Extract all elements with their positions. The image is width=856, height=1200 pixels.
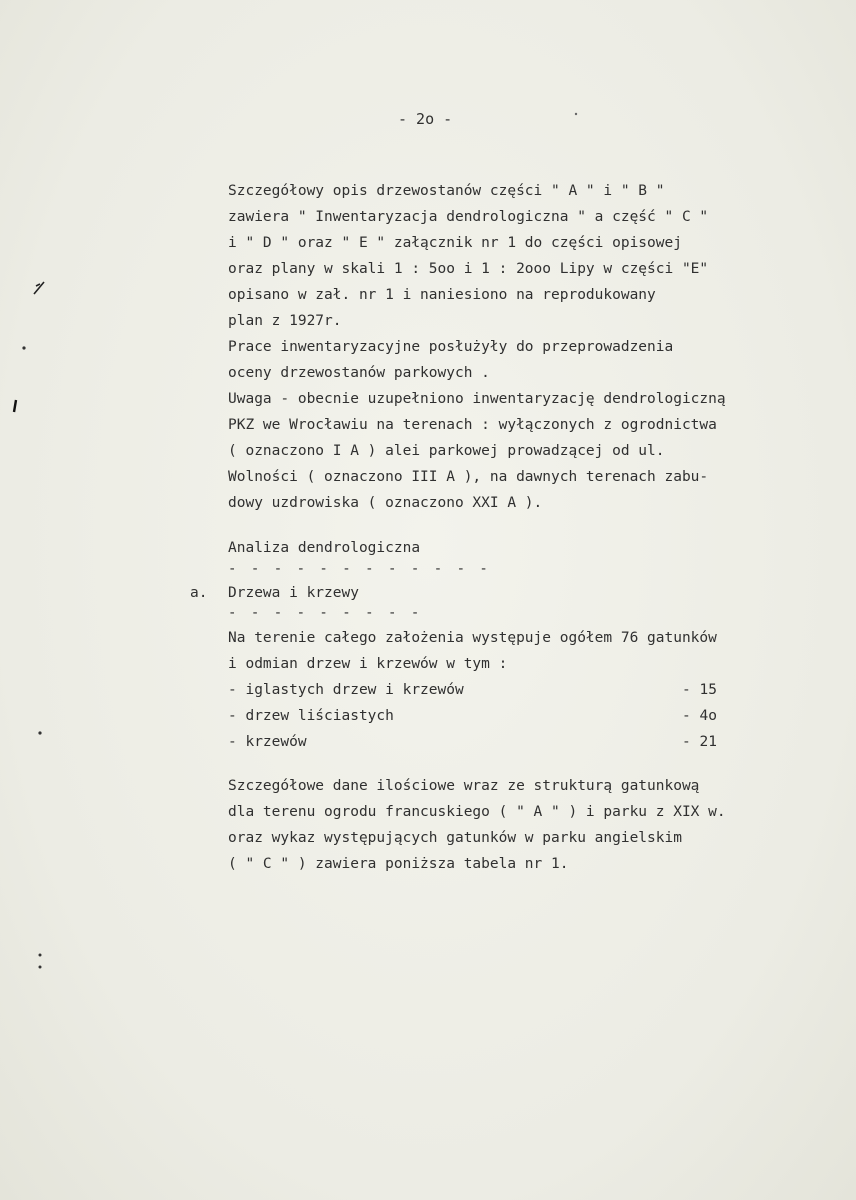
paragraph-3-line: ( " C " ) zawiera poniższa tabela nr 1. [228, 856, 569, 872]
paragraph-3-line: dla terenu ogrodu francuskiego ( " A " ) i parku z XIX w. [228, 804, 726, 820]
paragraph-1-line: oceny drzewostanów parkowych . [228, 365, 490, 381]
paragraph-2-line: Na terenie całego założenia występuje ogółem 76 gatunków [228, 630, 717, 646]
paragraph-2-line: i odmian drzew i krzewów w tym : [228, 656, 508, 672]
species-list-item-value: - 21 [682, 734, 717, 750]
paragraph-1-line: oraz plany w skali 1 : 5oo i 1 : 2ooo Lipy w części "E" [228, 261, 709, 277]
paragraph-1-line: Szczegółowy opis drzewostanów części " A " i " B " [228, 183, 665, 199]
margin-dot-mark [36, 728, 46, 738]
species-list-item-value: - 4o [682, 708, 717, 724]
species-list-item-value: - 15 [682, 682, 717, 698]
page-number: - 2o - [398, 110, 453, 128]
paragraph-1-line: ( oznaczono I A ) alei parkowej prowadzącej od ul. [228, 443, 665, 459]
margin-dot-mark [572, 110, 580, 118]
paragraph-1-line: PKZ we Wrocławiu na terenach : wyłączonych z ogrodnictwa [228, 417, 717, 433]
paragraph-1-line: i " D " oraz " E " załącznik nr 1 do części opisowej [228, 235, 682, 251]
section-heading-analysis: Analiza dendrologiczna [228, 540, 421, 556]
species-list-item-label: - drzew liściastych [228, 708, 394, 724]
section-a-underline: - - - - - - - - - [228, 605, 423, 621]
margin-dot-mark [36, 950, 46, 974]
species-list-item-label: - iglastych drzew i krzewów [228, 682, 464, 698]
paragraph-1-line: zawiera " Inwentaryzacja dendrologiczna " a część " C " [228, 209, 709, 225]
paragraph-1-line: opisano w zał. nr 1 i naniesiono na reprodukowany [228, 287, 656, 303]
section-a-title: Drzewa i krzewy [228, 585, 359, 601]
paragraph-3-line: Szczegółowe dane ilościowe wraz ze strukturą gatunkową [228, 778, 700, 794]
paragraph-1-line: plan z 1927r. [228, 313, 342, 329]
species-list-item-label: - krzewów [228, 734, 307, 750]
margin-dot-mark [20, 343, 30, 353]
paragraph-3-line: oraz wykaz występujących gatunków w parku angielskim [228, 830, 682, 846]
section-a-prefix: a. [190, 585, 208, 601]
margin-tick-mark [30, 278, 50, 298]
paragraph-1-line: Uwaga - obecnie uzupełniono inwentaryzację dendrologiczną [228, 391, 726, 407]
paragraph-1-line: dowy uzdrowiska ( oznaczono XXI A ). [228, 495, 543, 511]
paragraph-1-line: Wolności ( oznaczono III A ), na dawnych terenach zabu- [228, 469, 709, 485]
paragraph-1-line: Prace inwentaryzacyjne posłużyły do przeprowadzenia [228, 339, 674, 355]
margin-tick-mark [8, 398, 22, 416]
heading-underline: - - - - - - - - - - - - [228, 561, 491, 577]
